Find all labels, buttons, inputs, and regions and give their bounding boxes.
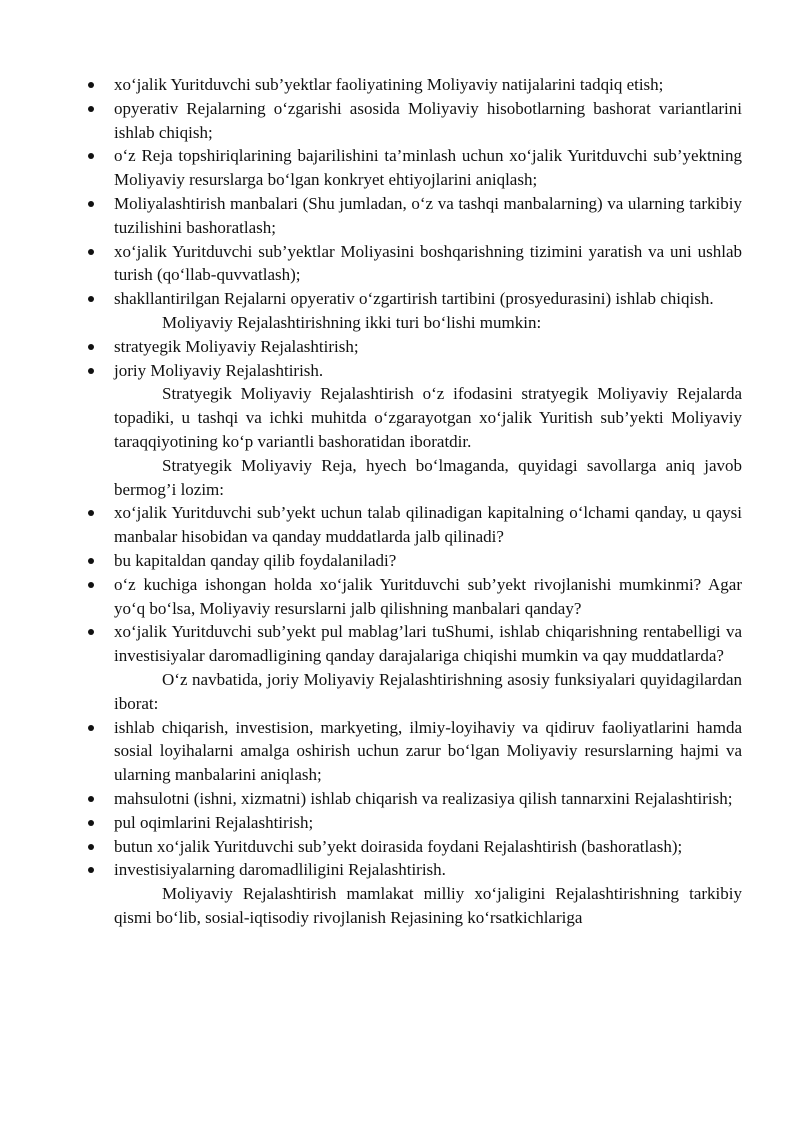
bullet-dot-icon: [88, 106, 94, 112]
list-item: [88, 811, 742, 835]
list-item-text: stratyegik Moliyaviy Rejalashtirish;: [114, 336, 359, 356]
list-item-text: o‘z Reja topshiriqlarining bajarilishini ta’minlash uchun xo‘jalik Yuritduvchi sub’yektning Moliyaviy resurslarga bo‘lgan konkryet ehtiyojlarini aniqlash;: [114, 146, 742, 190]
bullet-list-tasks: [88, 73, 742, 311]
list-item: [88, 359, 742, 383]
list-item: [88, 573, 742, 621]
list-item-text: shakllantirilgan Rejalarni opyerativ o‘zgartirish tartibini (prosyedurasini) ishlab chiqish.: [114, 289, 714, 309]
paragraph: O‘z navbatida, joriy Moliyaviy Rejalashtirishning asosiy funksiyalari quyidagilardan iborat:: [114, 669, 742, 713]
bullet-dot-icon: [88, 296, 94, 302]
list-item: [88, 287, 742, 311]
list-item: [88, 549, 742, 573]
list-item: [88, 335, 742, 359]
list-item-text: opyerativ Rejalarning o‘zgarishi asosida Moliyaviy hisobotlarning bashorat variantlarini ishlab chiqish;: [114, 98, 742, 142]
list-item-text: joriy Moliyaviy Rejalashtirish.: [114, 360, 324, 380]
list-item-text: mahsulotni (ishni, xizmatni) ishlab chiqarish va realizasiya qilish tannarxini Rejalashtirish;: [114, 788, 733, 808]
list-item-text: xo‘jalik Yuritduvchi sub’yekt uchun talab qilinadigan kapitalning o‘lchami qanday, u qaysi manbalar hisobidan va qanday muddatlarda jalb qilinadi?: [114, 503, 742, 547]
list-item-text: o‘z kuchiga ishongan holda xo‘jalik Yuritduvchi sub’yekt rivojlanishi mumkinmi? Agar yo‘q bo‘lsa, Moliyaviy resurslarni jalb qilishning manbalari qanday?: [114, 574, 742, 618]
bullet-dot-icon: [88, 510, 94, 516]
paragraph: Moliyaviy Rejalashtirish mamlakat milliy xo‘jaligini Rejalashtirishning tarkibiy qismi bo‘lib, sosial-iqtisodiy rivojlanish Rejasining ko‘rsatkichlariga: [114, 884, 742, 927]
list-item-text: bu kapitaldan qanday qilib foydalaniladi?: [114, 550, 397, 570]
list-item-text: butun xo‘jalik Yuritduvchi sub’yekt doirasida foydani Rejalashtirish (bashoratlash);: [114, 836, 683, 856]
paragraph: Stratyegik Moliyaviy Rejalashtirish o‘z ifodasini stratyegik Moliyaviy Rejalarda topadiki, u tashqi va ichki muhitda o‘zgarayotgan xo‘jalik Yuritish sub’yekti Moliyaviy taraqqiyotining ko‘p variantli bashoratidan iboratdir.: [114, 384, 742, 451]
list-item: [88, 144, 742, 192]
list-item: [88, 620, 742, 668]
list-item-text: xo‘jalik Yuritduvchi sub’yektlar Moliyasini boshqarishning tizimini yaratish va uni ushlab turish (qo‘llab-quvvatlash);: [114, 241, 742, 285]
bullet-dot-icon: [88, 344, 94, 350]
paragraph: Stratyegik Moliyaviy Reja, hyech bo‘lmaganda, quyidagi savollarga aniq javob bermog’i lozim:: [114, 455, 742, 499]
bullet-dot-icon: [88, 82, 94, 88]
bullet-dot-icon: [88, 249, 94, 255]
bullet-list-functions: [88, 716, 742, 883]
list-item-text: Moliyalashtirish manbalari (Shu jumladan, o‘z va tashqi manbalarning) va ularning tarkibiy tuzilishini bashoratlash;: [114, 193, 742, 237]
list-item: [88, 73, 742, 97]
bullet-dot-icon: [88, 582, 94, 588]
list-item-text: xo‘jalik Yuritduvchi sub’yektlar faoliyatining Moliyaviy natijalarini tadqiq etish;: [114, 75, 664, 94]
list-item: [88, 192, 742, 240]
list-item: [88, 97, 742, 145]
list-item: [88, 835, 742, 859]
bullet-dot-icon: [88, 368, 94, 374]
bullet-list-questions: [88, 501, 742, 668]
bullet-dot-icon: [88, 201, 94, 207]
bullet-dot-icon: [88, 820, 94, 826]
list-item: [88, 716, 742, 787]
list-item-text: pul oqimlarini Rejalashtirish;: [114, 812, 314, 832]
list-item: [88, 501, 742, 549]
bullet-dot-icon: [88, 796, 94, 802]
bullet-dot-icon: [88, 867, 94, 873]
list-item: [88, 858, 742, 882]
bullet-list-planning-types: [88, 335, 742, 383]
bullet-dot-icon: [88, 153, 94, 159]
list-item: [88, 240, 742, 288]
list-item-text: investisiyalarning daromadliligini Rejalashtirish.: [114, 860, 446, 880]
list-item-text: xo‘jalik Yuritduvchi sub’yekt pul mablag’lari tuShumi, ishlab chiqarishning rentabelligi va investisiyalar daromadligining qanday darajalariga chiqishi mumkin va qay muddatlarda?: [114, 622, 742, 666]
bullet-dot-icon: [88, 844, 94, 850]
bullet-dot-icon: [88, 558, 94, 564]
paragraph: Moliyaviy Rejalashtirishning ikki turi bo‘lishi mumkin:: [162, 312, 542, 332]
list-item: [88, 787, 742, 811]
list-item-text: ishlab chiqarish, investision, markyeting, ilmiy-loyihaviy va qidiruv faoliyatlarini hamda sosial loyihalarni amalga oshirish uchun zarur bo‘lgan Moliyaviy resurslarning hajmi va ularning manbalarini aniqlash;: [114, 717, 742, 785]
bullet-dot-icon: [88, 629, 94, 635]
bullet-dot-icon: [88, 725, 94, 731]
